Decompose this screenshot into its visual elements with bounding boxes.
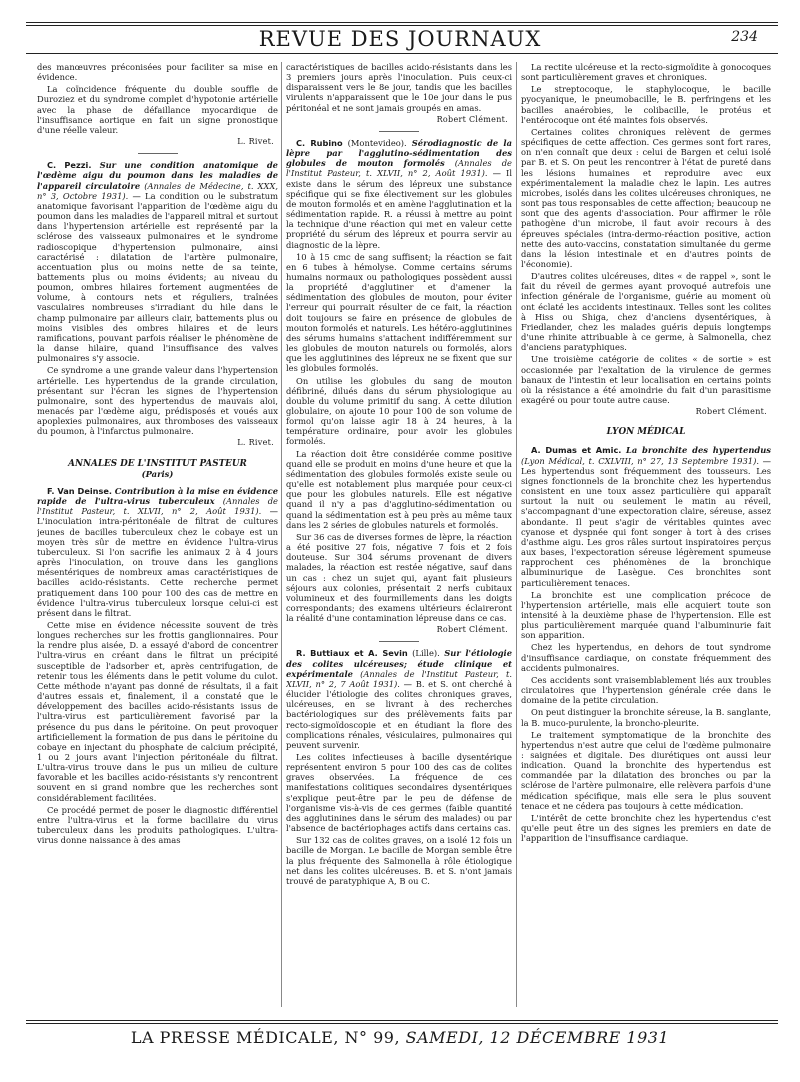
article-place: (Lille). [412, 648, 440, 659]
article-source: (Annales de l'Institut Pasteur, t. XLVII, n° 2, Août 1931). — [286, 158, 512, 179]
paragraph: Ce procédé permet de poser le diagnostic différentiel entre l'ultra-virus et la forme bacillaire du virus tuberculeux dans les produits pathologiques. L'ultra-virus donne naissance à des amas [37, 804, 278, 846]
article-signature: Robert Clément. [436, 625, 508, 635]
article-title: Sérodiagnostic de la lèpre par l'agglutino-sédimentation des globules de mouton formolés [286, 137, 512, 169]
paragraph: D'autres colites ulcéreuses, dites « de rappel », sont le fait du réveil de germes ayant provoqué autrefois une infection générale de l'organisme, guérie au moment où ont éclaté les accidents intestinaux. Telles sont les colites à Hiss ou Shiga, chez d'anciens dysentériques, à Friedlander, chez les malades guéris depuis longtemps d'une rhinite attribuable à ce germe, à Salmonella, chez d'anciens paratyphiques. [521, 271, 771, 353]
article-body: L'inoculation intra-péritonéale de filtrat de cultures jeunes de bacilles tuberculeux chez le cobaye est un moyen très sûr de mettre en évidence l'ultra-virus tuberculeux. Si l'on sacrifie les animaux 2 à 4 jours après l'inoculation, on trouve dans les ganglions mésentériques de nombreux amas caractéristiques de bacilles acido-résistants. Cette recherche permet pratiquement dans 100 pour 100 des cas de mettre en évidence l'ultra-virus tuberculeux lorsque celui-ci est présent dans le filtrat. [37, 516, 278, 618]
paragraph: 10 à 15 cmc de sang suffisent; la réaction se fait en 6 tubes à hémolyse. Comme certains sérums humains normaux ou pathologiques possèdent aussi la propriété d'agglutiner et d'amener la sédimentation des globules de mouton, pour éviter l'erreur qui pourrait résulter de ce fait, la réaction doit toujours se faire en présence de globules de mouton formolés et naturels. Les hétéro-agglutinines des sérums humains s'attachent indifféremment sur les globules de mouton naturels ou formolés, alors que les agglutinines des lépreux ne se fixent que sur les globules formolés. [286, 251, 512, 374]
article-signature: L. Rivet. [237, 438, 274, 448]
paragraph: La coïncidence fréquente du double souffle de Duroziez et du syndrome complet d'hypotonie artérielle avec la phase de défaillance myocardique de l'insuffisance aortique en fait un signe pronostique d'une réelle valeur. [37, 84, 278, 135]
article-source: (Annales de l'Institut Pasteur, t. XLVII, n° 2, Août 1931). — [37, 496, 278, 517]
article-van-deinse [37, 486, 278, 618]
page-footer [0, 1028, 800, 1047]
article-body: B. et S. ont cherché à élucider l'étiologie des colites chroniques graves, ulcéreuses, en se livrant à des recherches bactériologiques sur des prélèvements faits par recto-sigmoïdoscopie et en étudiant la flore des complications rénales, vésiculaires, pulmonaires qui peuvent survenir. [286, 678, 512, 750]
article-signature: Robert Clément. [695, 407, 767, 417]
article-signature: Robert Clément. [436, 114, 508, 124]
column-middle [286, 62, 512, 1015]
article-place: (Montevideo). [347, 137, 407, 148]
article-author: A. Dumas et Amic. [531, 445, 622, 456]
article-author: C. Rubino [296, 137, 343, 148]
article-pezzi [37, 160, 278, 363]
article-divider [138, 153, 178, 154]
paragraph: On peut distinguer la bronchite séreuse, la B. sanglante, la B. muco-purulente, la broncho-pleurite. [521, 707, 771, 728]
paragraph: Sur 36 cas de diverses formes de lèpre, la réaction a été positive 27 fois, négative 7 fois et 2 fois douteuse. Sur 304 sérums provenant de divers malades, la réaction est restée négative, sauf dans un cas : chez un sujet qui, ayant fait plusieurs séjours aux colonies, présentait 2 nerfs cubitaux volumineux et des fourmillements dans les doigts correspondants; des examens ultérieurs éclaireront la réalité d'une contamination lépreuse dans ce cas. [286, 531, 512, 624]
paragraph: des manœuvres préconisées pour faciliter sa mise en évidence. [37, 62, 278, 83]
column-left [37, 62, 278, 1015]
journal-city: (Paris) [141, 468, 174, 479]
article-author: F. Van Deinse. [47, 485, 113, 496]
top-rule-double [26, 25, 778, 26]
article-source: (Annales de l'Institut Pasteur, t. XLVII, n° 2, 7 Août 1931). — [286, 668, 512, 689]
journal-section-title: REVUE DES JOURNAUX [258, 27, 542, 51]
journal-heading: ANNALES DE L'INSTITUT PASTEUR [68, 458, 247, 469]
article-title: Sur l'étiologie des colites ulcéreuses; étude clinique et expérimentale [286, 648, 512, 679]
paragraph: On utilise les globules du sang de mouton défibriné, dilués dans du sérum physiologique au double du volume primitif du sang. À cette dilution globulaire, on ajoute 10 pour 100 de son volume de formol qu'on laisse agir 18 à 24 heures, à la température ordinaire, pour avoir les globules formolés. [286, 375, 512, 447]
article-divider [379, 131, 419, 132]
article-buttiaux-sevin [286, 648, 512, 750]
article-divider [379, 641, 419, 642]
paragraph: Sur 132 cas de colites graves, on a isolé 12 fois un bacille de Morgan. Le bacille de Morgan semble être la plus fréquente des Salmonella à rôle étiologique net dans les colites ulcéreuses. B. et S. n'ont jamais trouvé de paratyphique A, B ou C. [286, 835, 512, 886]
article-body: Les hypertendus sont fréquemment des tousseurs. Les signes fonctionnels de la bronchite chez les hypertendus consistent en une toux assez particulière qui apparaît surtout la nuit ou seulement le matin au réveil, s'accompagnant d'une expectoration claire, séreuse, assez abondante. Il peut s'agir de véritables quintes avec cyanose et dyspnée qui font songer à tort à des crises d'asthme aigu. Les gros râles surtout inspiratoires perçus aux bases, l'expectoration séreuse légèrement spumeuse rapprochent ces phénomènes de la bronchique albuminurique de Lasègue. Ces bronchites sont particulièrement tenaces. [521, 465, 771, 588]
column-separator [516, 62, 517, 1007]
footer-date: SAMEDI, 12 DÉCEMBRE 1931 [405, 1028, 670, 1047]
column-separator [281, 62, 282, 1007]
header-rule [26, 53, 778, 54]
article-title: Contribution à la mise en évidence rapide de l'ultra-virus tuberculeux [37, 485, 278, 507]
article-title: La bronchite des hypertendus [625, 445, 771, 456]
paragraph: Ces accidents sont vraisemblablement liés aux troubles circulatoires que l'hypertension générale crée dans le domaine de la petite circulation. [521, 674, 771, 706]
page-number: 234 [731, 29, 758, 45]
article-source: (Annales de Médecine, t. XXX, n° 3, Octobre 1931). — [37, 180, 278, 201]
paragraph: caractéristiques de bacilles acido-résistants dans les 3 premiers jours après l'inoculation. Puis ceux-ci disparaissent vers le 8e jour, tandis que les bacilles virulents n'apparaissent que le 10e jour dans le pus péritonéal et ne sont jamais groupés en amas. [286, 62, 512, 113]
article-body: Il existe dans le sérum des lépreux une substance spécifique qui se fixe électivement sur les globules de mouton formolés et en amène l'agglutination et la sédimentation rapide. R. a réussi à mettre au point la technique d'une réaction qui met en valeur cette propriété du sérum des lépreux et pourra servir au diagnostic de la lèpre. [286, 168, 512, 250]
footer-rule-double [26, 1023, 778, 1024]
paragraph: Ce syndrome a une grande valeur dans l'hypertension artérielle. Les hypertendus de la grande circulation, présentant sur l'écran les signes de l'hypertension pulmonaire, sont des hypertendus de mauvais aloi, menacés par l'œdème aigu, prédisposés et voués aux apoplexies pulmonaires, aux thromboses des vaisseaux du poumon, à l'infarctus pulmonaire. [37, 365, 278, 437]
paragraph: Le traitement symptomatique de la bronchite des hypertendus n'est autre que celui de l'œdème pulmonaire : saignées et digitale. Des diurétiques ont aussi leur indication. Quand la bronchite des hypertendus est commandée par la dilatation des bronches ou par la sclérose de l'artère pulmonaire, elle relèvera parfois d'une médication spécifique, mais elle sera le plus souvent tenace et ne cédera pas toujours à cette médication. [521, 729, 771, 811]
article-title: Sur une condition anatomique de l'œdème aigu du poumon dans les maladies de l'appareil circulatoire [37, 160, 278, 191]
paragraph: Certaines colites chroniques relèvent de germes spécifiques de cette affection. Ces germes sont fort rares, on n'en connaît que deux : celui de Bargen et celui isolé par B. et S. On peut les rencontrer à l'état de pureté dans les lésions humaines et reproduire avec eux expérimentalement la maladie chez le lapin. Les autres microbes, isolés dans les colites ulcéreuses chroniques, ne sont pas tous responsables de cette affection; beaucoup ne sont que des agents d'association. Pour affirmer le rôle pathogène d'un microbe, il faut avoir recours à des épreuves spéciales (intra-dermo-réaction positive, action nette des auto-vaccins, constatation simultanée du germe dans la lésion intestinale et en d'autres points de l'économie). [521, 126, 771, 269]
footer-rule [26, 1020, 778, 1021]
paragraph: Cette mise en évidence nécessite souvent de très longues recherches sur les frottis ganglionnaires. Pour la rendre plus aisée, D. a essayé d'abord de concentrer l'ultra-virus en créant dans le filtrat un précipité susceptible de l'adsorber et, après centrifugation, de retenir tous les éléments dans le petit volume du culot. Cette méthode n'ayant pas donné de résultats, il a fait d'autres essais et, finalement, il a constaté que le développement des bacilles acido-résistants issus de l'ultra-virus est particulièrement favorisé par la présence du pus dans le péritoine. On peut provoquer artificiellement la formation de pus dans le péritoine du cobaye en injectant du phosphate de calcium précipité, 1 ou 2 jours avant l'injection péritonéale du filtrat. L'ultra-virus trouve dans le pus un milieu de culture favorable et les bacilles acido-résistants s'y rencontrent souvent en si grand nombre que les recherches sont considérablement facilitées. [37, 619, 278, 803]
footer-journal: LA PRESSE MÉDICALE, [130, 1028, 339, 1047]
paragraph: La réaction doit être considérée comme positive quand elle se produit en moins d'une heure et que la sédimentation des globules formolés existe seule ou qu'elle est notablement plus marquée pour ceux-ci que pour les globules naturels. Elle est négative quand il n'y a pas d'agglutino-sédimentation ou quand la sédimentation est à peu près au même taux dans les 2 séries de globules naturels et formolés. [286, 448, 512, 530]
paragraph: La bronchite est une complication précoce de l'hypertension artérielle, mais elle acquiert toute son intensité à la deuxième phase de l'hypertension. Elle est plus particulièrement marquée quand l'albuminurie fait son apparition. [521, 589, 771, 641]
article-body: La condition ou le substratum anatomique favorisant l'apparition de l'œdème aigu du poumon dans les maladies de l'appareil mitral et surtout dans l'hypertension artérielle est représenté par la sclérose des vaisseaux pulmonaires et le syndrome radioscopique d'hypertension pulmonaire, ainsi caractérisé : dilatation de l'artère pulmonaire, accentuation plus ou moins nette de sa teinte, battements plus ou moins évidents; au niveau du poumon, ombres hilaires fortement augmentées de volume, à contours nets et réguliers, traînées vasculaires nombreuses s'irradiant du hile dans le champ pulmonaire par ailleurs clair, battements plus ou moins visibles des ombres hilaires et de leurs ramifications, pouvant parfois réaliser le phénomène de la danse hilaire, quand l'insuffisance des valves pulmonaires s'y associe. [37, 190, 278, 364]
paragraph: Le streptocoque, le staphylocoque, le bacille pyocyanique, le pneumobacille, le B. perfringens et les bacilles anaérobies, le colibacille, le protéus et l'entérocoque ont été maintes fois observés. [521, 84, 771, 125]
article-author: C. Pezzi. [47, 160, 92, 171]
paragraph: Chez les hypertendus, en dehors de tout syndrome d'insuffisance cardiaque, on constate fréquemment des accidents pulmonaires. [521, 642, 771, 673]
article-rubino [286, 138, 512, 250]
paragraph: La rectite ulcéreuse et la recto-sigmoïdite à gonocoques sont particulièrement graves et chroniques. [521, 62, 771, 83]
article-author: R. Buttiaux et A. Sevin [296, 648, 408, 659]
paragraph: Les colites infectieuses à bacille dysentérique représentent environ 5 pour 100 des cas de colites graves observées. La fréquence de ces manifestations colitiques secondaires dysentériques s'explique peut-être par le peu de défense de l'organisme vis-à-vis de ces germes (faible quantité des agglutinines dans le sérum des malades) ou par l'absence de bactériophages actifs dans certains cas. [286, 752, 512, 834]
article-source: (Lyon Médical, t. CXLVIII, n° 27, 13 Septembre 1931). — [521, 455, 771, 466]
article-dumas-amic [521, 445, 771, 587]
footer-issue: N° 99, [344, 1028, 401, 1047]
paragraph: Une troisième catégorie de colites « de sortie » est occasionnée par l'exaltation de la virulence de germes banaux de l'intestin et leur localisation en certains points où la résistance a été amoindrie du fait d'un parasitisme exagéré ou pour toute autre cause. [521, 354, 771, 405]
paragraph: L'intérêt de cette bronchite chez les hypertendus c'est qu'elle peut être un des signes les premiers en date de l'apparition de l'insuffisance cardiaque. [521, 812, 771, 844]
top-rule [26, 22, 778, 23]
journal-heading: LYON MÉDICAL [606, 427, 686, 438]
column-right [521, 62, 771, 1015]
article-signature: L. Rivet. [237, 137, 274, 147]
